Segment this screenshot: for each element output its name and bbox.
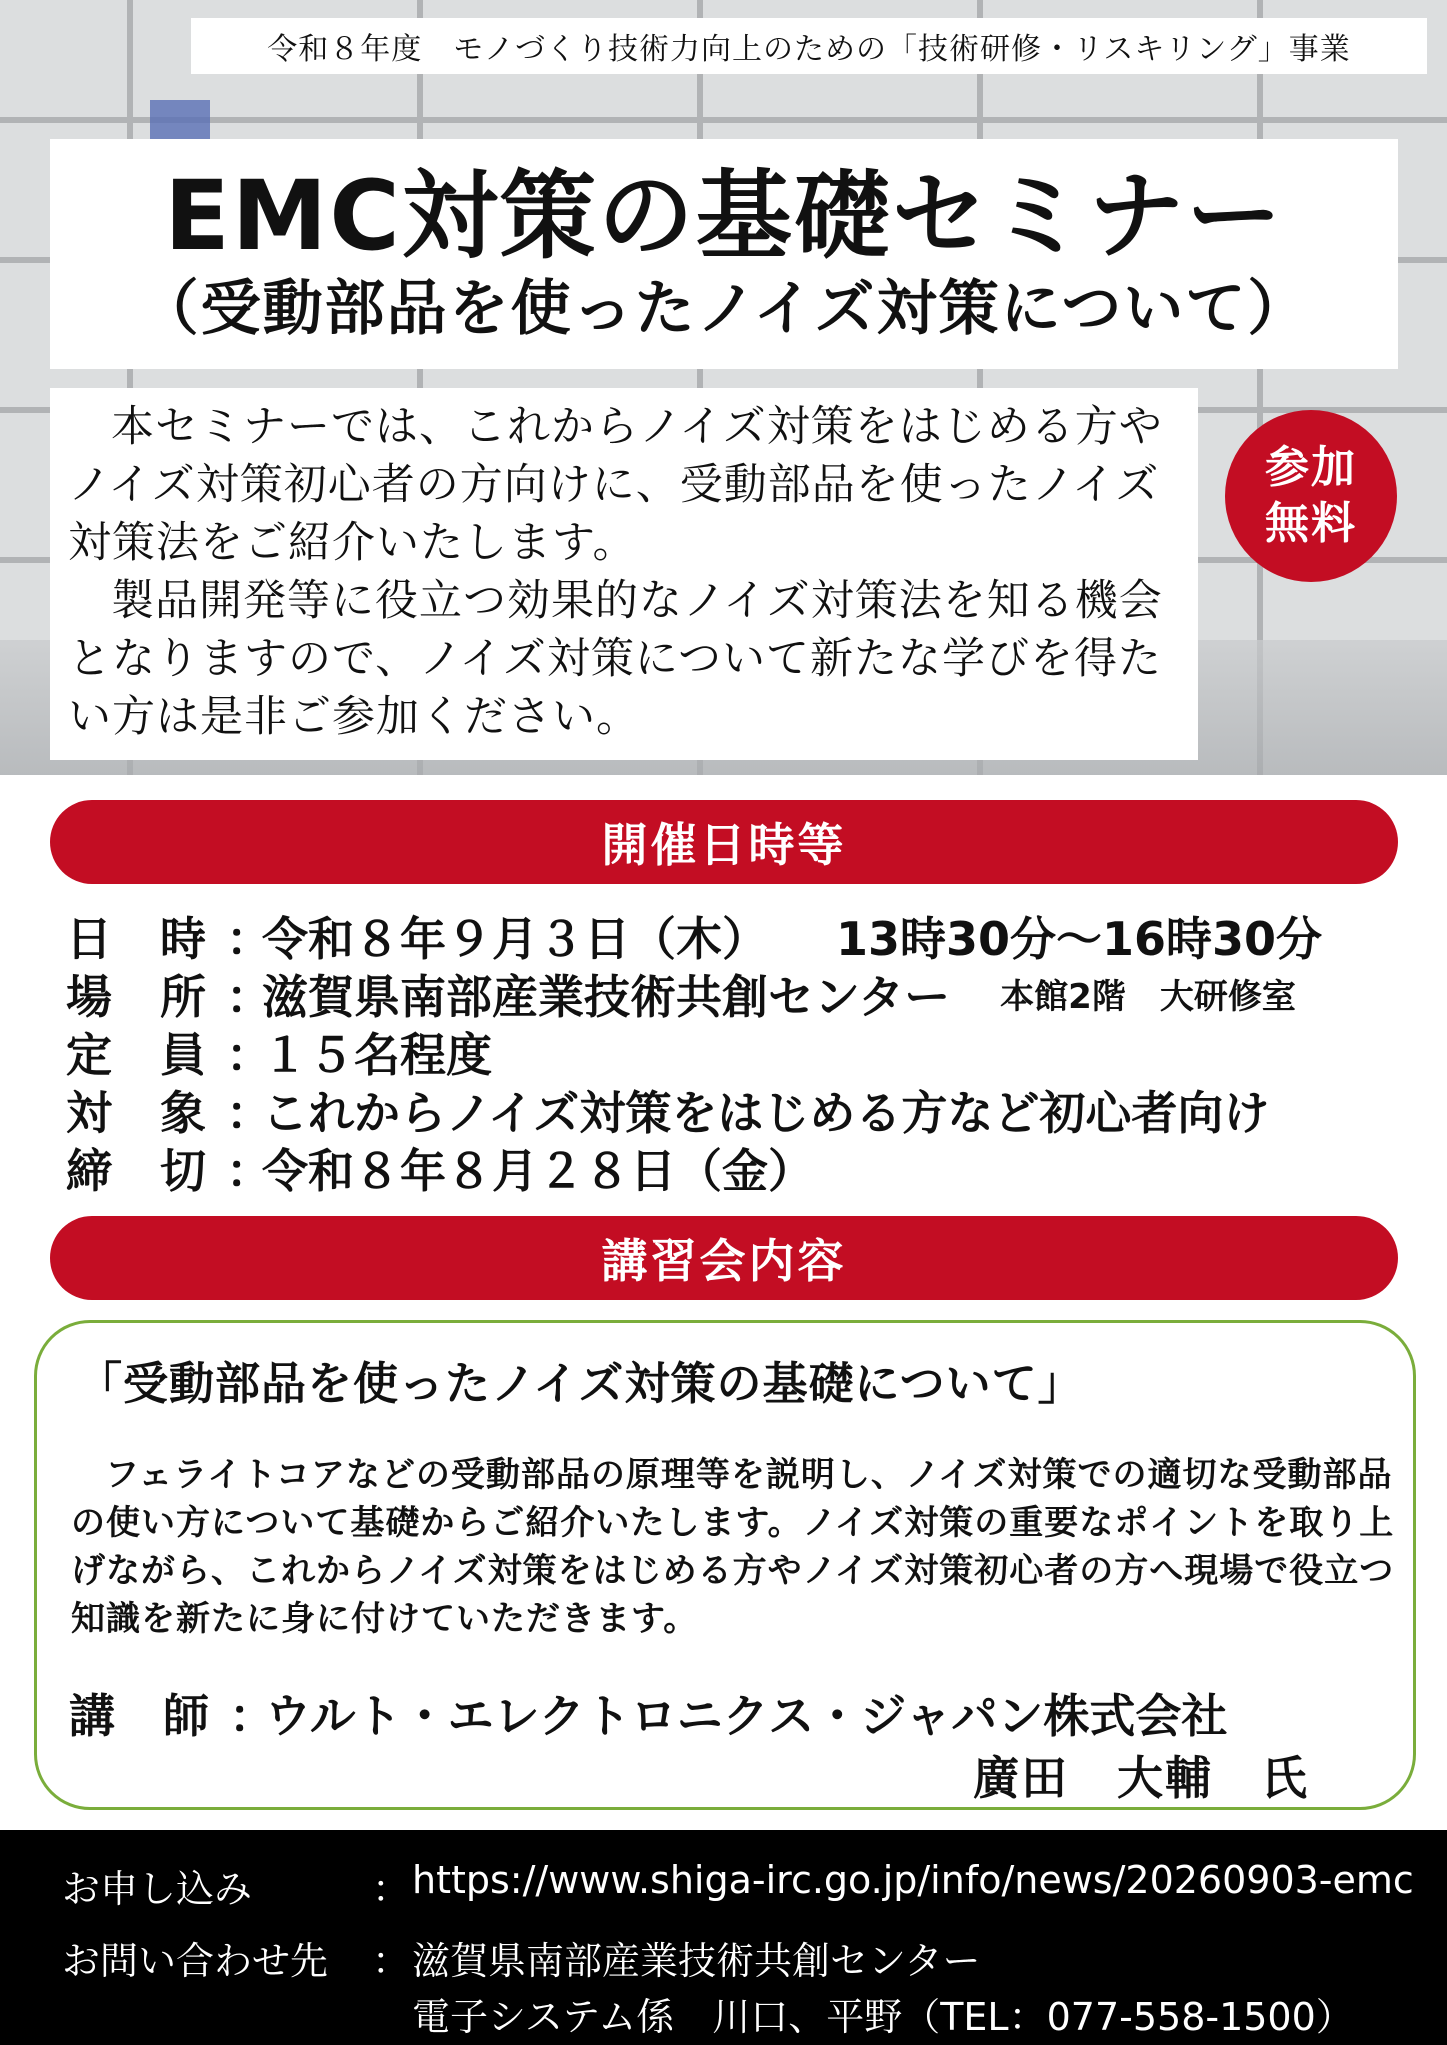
detail-row-deadline (66, 1142, 1426, 1200)
date-label-a: 日 (66, 912, 112, 966)
place-label-b: 所 (160, 970, 206, 1024)
deadline-separator: ： (226, 1144, 272, 1198)
place-label-a: 場 (66, 970, 112, 1024)
deadline-label-a: 締 (66, 1144, 112, 1198)
event-section-heading: 開催日時等 (50, 800, 1398, 884)
apply-label: お申し込み (62, 1867, 253, 1911)
event-details (66, 910, 1426, 1200)
course-title: 「受動部品を使ったノイズ対策の基礎について」 (77, 1357, 1084, 1410)
intro-text-box (50, 388, 1198, 760)
target-label-b: 象 (160, 1086, 206, 1140)
hero-section (0, 0, 1447, 775)
capacity-value: １５名程度 (262, 1028, 492, 1082)
apply-url-link[interactable]: https://www.shiga-irc.go.jp/info/news/20260903-emc (412, 1858, 1414, 1902)
title-box (50, 139, 1398, 369)
lecturer-label-a: 講 (69, 1689, 115, 1743)
badge-line-1: 参加 (1265, 442, 1357, 493)
date-value: 令和８年９月３日（木） (262, 912, 768, 966)
footer-contact-row (62, 1930, 980, 1985)
detail-row-place (66, 968, 1426, 1026)
deadline-value: 令和８年８月２８日（金） (262, 1144, 814, 1198)
lecturer-separator: ： (229, 1689, 275, 1743)
capacity-label-a: 定 (66, 1028, 112, 1082)
target-value: これからノイズ対策をはじめる方など初心者向け (262, 1086, 1270, 1140)
contact-label: お問い合わせ先 (62, 1939, 329, 1983)
footer-contact-row-2 (62, 1986, 1354, 2041)
capacity-label-b: 員 (160, 1028, 206, 1082)
badge-line-2: 無料 (1265, 498, 1357, 549)
course-description-text: フェライトコアなどの受動部品の原理等を説明し、ノイズ対策での適切な受動部品の使い方について基礎からご紹介いたします。ノイズ対策の重要なポイントを取り上げながら、これからノイズ対策をはじめる方やノイズ対策初心者の方へ現場で役立つ知識を新たに身に付けていただきます。 (71, 1455, 1395, 1639)
lecturer-company: ウルト・エレクトロニクス・ジャパン株式会社 (265, 1689, 1228, 1743)
footer (0, 1830, 1447, 2045)
course-content-box (34, 1320, 1416, 1810)
intro-paragraph-2: 製品開発等に役立つ効果的なノイズ対策法を知る機会となりますので、ノイズ対策について新たな学びを得たい方は是非ご参加ください。 (68, 576, 1163, 742)
place-separator: ： (226, 970, 272, 1024)
footer-apply-row (62, 1858, 1414, 1913)
intro-paragraph-1: 本セミナーでは、これからノイズ対策をはじめる方やノイズ対策初心者の方向けに、受動部品を使ったノイズ対策法をご紹介いたします。 (68, 402, 1163, 568)
time-value: 13時30分～16時30分 (836, 912, 1323, 966)
program-tagline: 令和８年度 モノづくり技術力向上のための「技術研修・リスキリング」事業 (191, 18, 1427, 74)
date-separator: ： (226, 912, 272, 966)
detail-row-date (66, 910, 1426, 968)
detail-row-capacity (66, 1026, 1426, 1084)
apply-separator: ： (372, 1867, 411, 1911)
date-label-b: 時 (160, 912, 206, 966)
deadline-label-b: 切 (160, 1144, 206, 1198)
room-value: 本館2階 大研修室 (1000, 977, 1296, 1017)
contact-separator: ： (372, 1939, 411, 1983)
contact-organization: 滋賀県南部産業技術共創センター (412, 1939, 981, 1983)
lecturer-name: 廣田 大輔 氏 (973, 1751, 1309, 1805)
capacity-separator: ： (226, 1028, 272, 1082)
content-section-heading: 講習会内容 (50, 1216, 1398, 1300)
contact-persons: 電子システム係 川口、平野（TEL：077-558-1500） (412, 1995, 1354, 2039)
lecturer-info (69, 1685, 1369, 1809)
target-separator: ： (226, 1086, 272, 1140)
target-label-a: 対 (66, 1086, 112, 1140)
page-title: EMC対策の基礎セミナー (164, 160, 1284, 272)
free-participation-badge (1225, 410, 1397, 582)
place-value: 滋賀県南部産業技術共創センター (262, 970, 951, 1024)
detail-row-target (66, 1084, 1426, 1142)
lecturer-label-b: 師 (163, 1689, 209, 1743)
page-subtitle: （受動部品を使ったノイズ対策について） (138, 274, 1310, 344)
course-description (71, 1451, 1397, 1643)
